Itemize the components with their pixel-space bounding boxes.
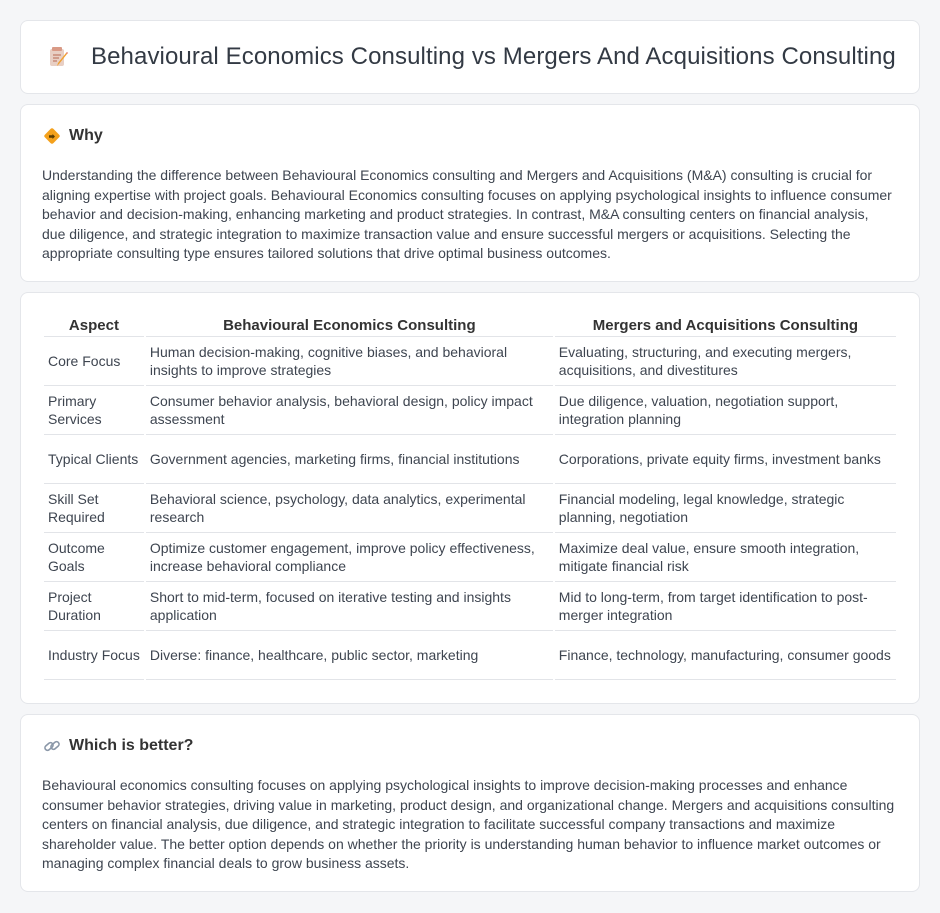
aspect-cell: Industry Focus (44, 631, 144, 680)
column-header-behavioural: Behavioural Economics Consulting (146, 315, 553, 337)
table-row (44, 337, 896, 386)
ma-cell: Financial modeling, legal knowledge, strategic planning, negotiation (555, 484, 896, 533)
table-header-row (44, 315, 896, 337)
which-is-better-section (20, 714, 920, 892)
link-icon (43, 737, 61, 755)
notepad-pencil-icon (47, 45, 71, 69)
why-heading: Why (69, 127, 103, 144)
table-row (44, 631, 896, 680)
aspect-cell: Core Focus (44, 337, 144, 386)
behavioural-cell: Consumer behavior analysis, behavioral design, policy impact assessment (146, 386, 553, 435)
column-header-aspect: Aspect (44, 315, 144, 337)
ma-cell: Corporations, private equity firms, investment banks (555, 435, 896, 484)
page-title: Behavioural Economics Consulting vs Mergers And Acquisitions Consulting (91, 43, 896, 70)
aspect-cell: Project Duration (44, 582, 144, 631)
ma-cell: Due diligence, valuation, negotiation support, integration planning (555, 386, 896, 435)
table-row (44, 484, 896, 533)
comparison-section (20, 292, 920, 704)
column-header-ma: Mergers and Acquisitions Consulting (555, 315, 896, 337)
better-heading: Which is better? (69, 737, 194, 754)
title-card (20, 20, 920, 94)
ma-cell: Evaluating, structuring, and executing mergers, acquisitions, and divestitures (555, 337, 896, 386)
table-row (44, 582, 896, 631)
aspect-cell: Skill Set Required (44, 484, 144, 533)
behavioural-cell: Diverse: finance, healthcare, public sector, marketing (146, 631, 553, 680)
better-text: Behavioural economics consulting focuses on applying psychological insights to improve decision-making processes and enhance consumer behavior strategies, driving value in marketing, product design, and organizational change. Mergers and acquisitions consulting centers on financial analysis, due diligence, and strategic integration to facilitate successful company transactions and maximize shareholder value. The better option depends on whether the priority is understanding human behavior to influence market outcomes or managing complex financial deals to grow business assets. (42, 777, 895, 871)
aspect-cell: Primary Services (44, 386, 144, 435)
aspect-cell: Typical Clients (44, 435, 144, 484)
ma-cell: Finance, technology, manufacturing, consumer goods (555, 631, 896, 680)
table-row (44, 533, 896, 582)
behavioural-cell: Optimize customer engagement, improve policy effectiveness, increase behavioral compliance (146, 533, 553, 582)
behavioural-cell: Short to mid-term, focused on iterative testing and insights application (146, 582, 553, 631)
table-row (44, 435, 896, 484)
why-text: Understanding the difference between Behavioural Economics consulting and Mergers and Acquisitions (M&A) consulting is crucial for aligning expertise with project goals. Behavioural Economics consulting focuses on applying psychological insights to influence consumer behavior and decision-making, enhancing marketing and product strategies. In contrast, M&A consulting centers on financial analysis, due diligence, and strategic integration to maximize transaction value and ensure successful mergers or acquisitions. Selecting the appropriate consulting type ensures tailored solutions that drive optimal business outcomes. (42, 167, 892, 261)
table-row (44, 386, 896, 435)
behavioural-cell: Human decision-making, cognitive biases, and behavioral insights to improve strategies (146, 337, 553, 386)
ma-cell: Mid to long-term, from target identification to post-merger integration (555, 582, 896, 631)
behavioural-cell: Behavioral science, psychology, data analytics, experimental research (146, 484, 553, 533)
behavioural-cell: Government agencies, marketing firms, financial institutions (146, 435, 553, 484)
diamond-warning-icon (43, 127, 61, 145)
why-section (20, 104, 920, 282)
comparison-table (42, 315, 898, 680)
aspect-cell: Outcome Goals (44, 533, 144, 582)
ma-cell: Maximize deal value, ensure smooth integration, mitigate financial risk (555, 533, 896, 582)
